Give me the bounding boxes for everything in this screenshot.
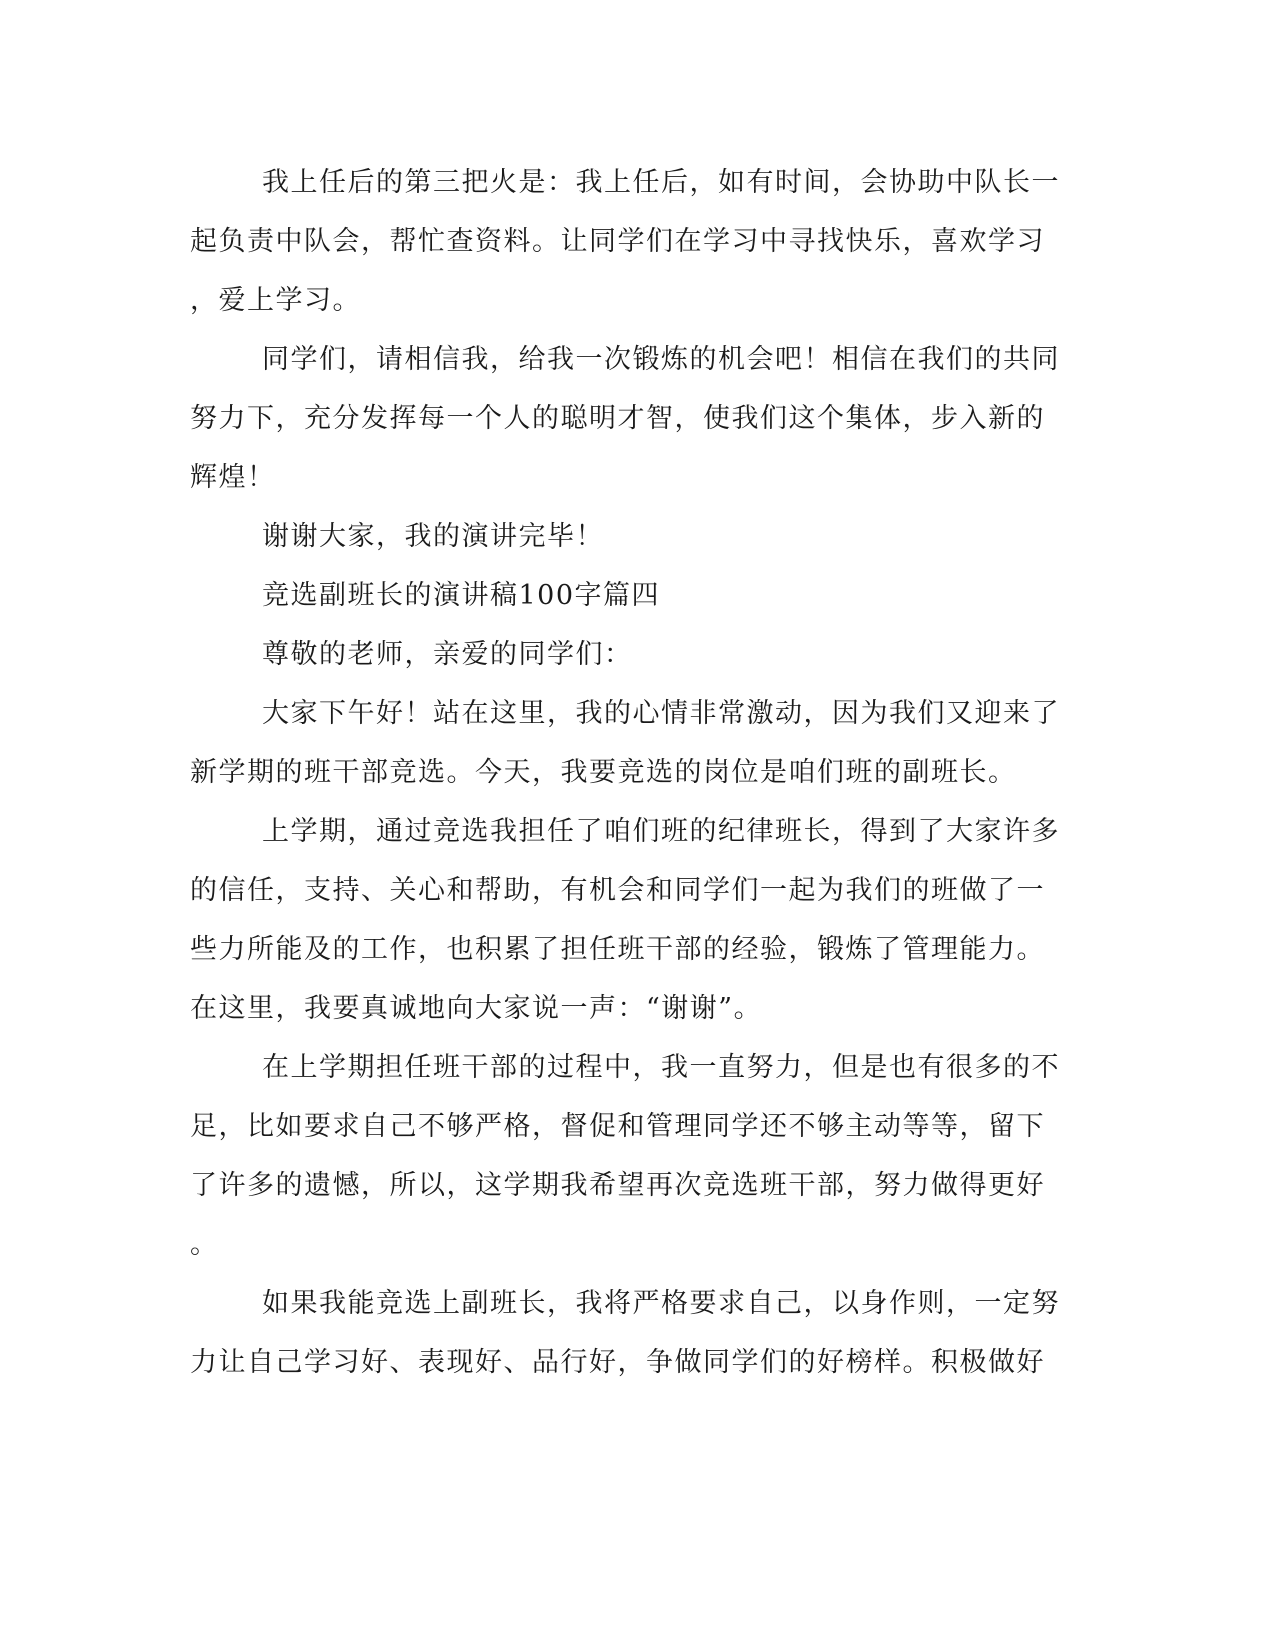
text-line: 。 (190, 1229, 219, 1260)
text-line: 新学期的班干部竞选。今天，我要竞选的岗位是咱们班的副班长。 (190, 757, 1017, 788)
text-line: 我上任后的第三把火是：我上任后，如有时间，会协助中队长一 (262, 167, 1060, 198)
text-line: 了许多的遗憾，所以，这学期我希望再次竞选班干部，努力做得更好 (190, 1170, 1045, 1201)
salutation: 尊敬的老师，亲爱的同学们： (262, 639, 633, 670)
text-line: 谢谢大家，我的演讲完毕！ (262, 521, 604, 552)
text-line: 力让自己学习好、表现好、品行好，争做同学们的好榜样。积极做好 (190, 1347, 1045, 1378)
text-line: 足，比如要求自己不够严格，督促和管理同学还不够主动等等，留下 (190, 1111, 1045, 1142)
text-line: 上学期，通过竞选我担任了咱们班的纪律班长，得到了大家许多 (262, 816, 1060, 847)
text-line: 起负责中队会，帮忙查资料。让同学们在学习中寻找快乐，喜欢学习 (190, 226, 1045, 257)
text-line: 的信任，支持、关心和帮助，有机会和同学们一起为我们的班做了一 (190, 875, 1045, 906)
text-line: 辉煌！ (190, 462, 276, 493)
text-line: 努力下，充分发挥每一个人的聪明才智，使我们这个集体，步入新的 (190, 403, 1045, 434)
text-line: ，爱上学习。 (190, 285, 361, 316)
text-line: 大家下午好！站在这里，我的心情非常激动，因为我们又迎来了 (262, 698, 1060, 729)
text-line: 如果我能竞选上副班长，我将严格要求自己，以身作则，一定努 (262, 1288, 1060, 1319)
text-line: 在上学期担任班干部的过程中，我一直努力，但是也有很多的不 (262, 1052, 1060, 1083)
section-heading: 竞选副班长的演讲稿100字篇四 (262, 580, 661, 611)
text-line: 在这里，我要真诚地向大家说一声：“谢谢”。 (190, 993, 763, 1024)
text-line: 些力所能及的工作，也积累了担任班干部的经验，锻炼了管理能力。 (190, 934, 1045, 965)
text-line: 同学们，请相信我，给我一次锻炼的机会吧！相信在我们的共同 (262, 344, 1060, 375)
